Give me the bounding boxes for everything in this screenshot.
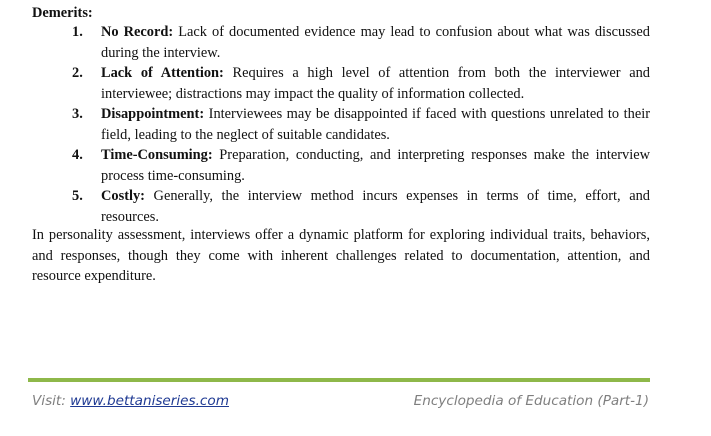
- demerit-text: Preparation, conducting, and interpreting responses make the interview process time-consuming.: [101, 147, 650, 184]
- demerit-number: 1.: [72, 24, 83, 40]
- website-link[interactable]: www.bettaniseries.com: [70, 393, 229, 409]
- demerit-text: Interviewees may be disappointed if faced with questions unrelated to their field, leading to the neglect of suitable candidates.: [101, 106, 650, 143]
- demerit-term: No Record:: [101, 24, 174, 40]
- demerit-number: 2.: [72, 65, 83, 81]
- demerit-term: Costly:: [101, 188, 145, 204]
- demerit-term: Disappointment:: [101, 106, 205, 122]
- demerit-text: Lack of documented evidence may lead to confusion about what was discussed during the interview.: [101, 24, 650, 61]
- demerit-text: Requires a high level of attention from both the interviewer and interviewee; distractions may impact the quality of information collected.: [101, 65, 650, 102]
- demerit-term: Time-Consuming:: [101, 147, 213, 163]
- demerit-item-lack-of-attention: [72, 63, 650, 104]
- section-heading: Demerits:: [32, 5, 93, 21]
- demerit-number: 3.: [72, 106, 83, 122]
- footer-visit-label: Visit:: [32, 393, 71, 409]
- footer-visit: [32, 393, 229, 409]
- footer-divider: [28, 378, 650, 382]
- footer-book-title: Encyclopedia of Education (Part-1): [413, 393, 649, 409]
- demerit-item-time-consuming: [72, 145, 650, 186]
- demerit-item-no-record: [72, 22, 650, 63]
- demerit-number: 4.: [72, 147, 83, 163]
- demerit-item-disappointment: [72, 104, 650, 145]
- demerit-text: Generally, the interview method incurs expenses in terms of time, effort, and resources.: [101, 188, 650, 225]
- demerit-term: Lack of Attention:: [101, 65, 224, 81]
- demerit-number: 5.: [72, 188, 83, 204]
- demerit-item-costly: [72, 186, 650, 227]
- summary-paragraph: In personality assessment, interviews offer a dynamic platform for exploring individual traits, behaviors, and responses, though they come with inherent challenges related to documentation, attention, and resource expenditure.: [32, 227, 650, 284]
- demerits-list: [72, 22, 650, 227]
